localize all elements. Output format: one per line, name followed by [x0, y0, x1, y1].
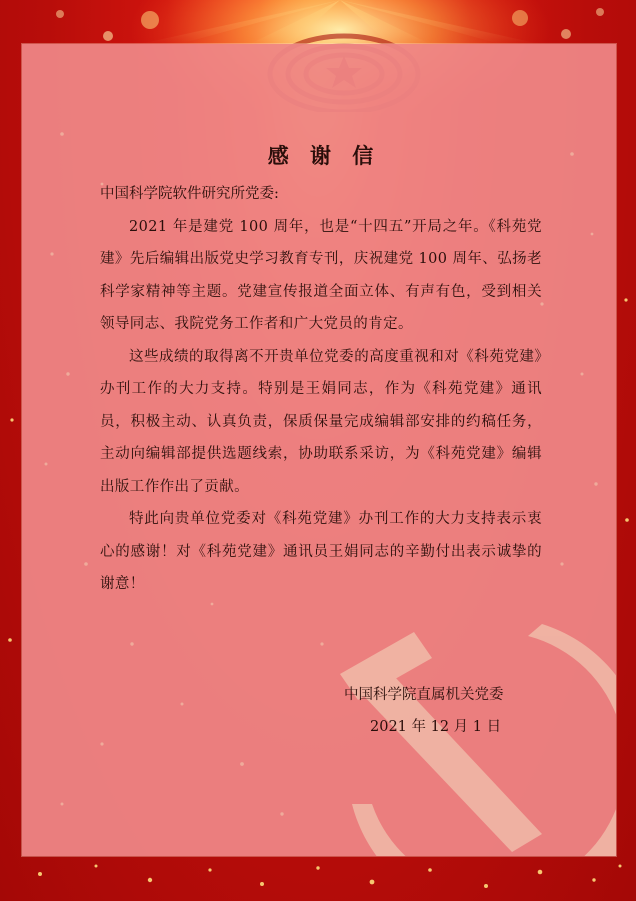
- letter-paragraph: 2021 年是建党 100 周年，也是“十四五”开局之年。《科苑党建》先后编辑出版党史学习教育专刊，庆祝建党 100 周年、弘扬老科学家精神等主题。党建宣传报道全面立体、有声有色，受到相关领导同志、我院党务工作者和广大党员的肯定。: [100, 218, 542, 332]
- letter-body: [100, 136, 542, 601]
- letter-signature: [330, 679, 570, 743]
- signature-organization: 中国科学院直属机关党委: [344, 687, 504, 703]
- letter-salutation: 中国科学院软件研究所党委:: [100, 186, 279, 202]
- letter-title: 感 谢 信: [267, 143, 381, 168]
- letter-paragraph: 这些成绩的取得离不开贵单位党委的高度重视和对《科苑党建》办刊工作的大力支持。特别是王娟同志，作为《科苑党建》通讯员，积极主动、认真负责，保质保量完成编辑部安排的约稿任务，主动向编辑部提供选题线索，协助联系采访，为《科苑党建》编辑出版工作作出了贡献。: [100, 348, 542, 495]
- letter-paragraph: 特此向贵单位党委对《科苑党建》办刊工作的大力支持表示衷心的感谢！对《科苑党建》通讯员王娟同志的辛勤付出表示诚挚的谢意！: [100, 511, 542, 592]
- signature-date: 2021 年 12 月 1 日: [370, 719, 502, 735]
